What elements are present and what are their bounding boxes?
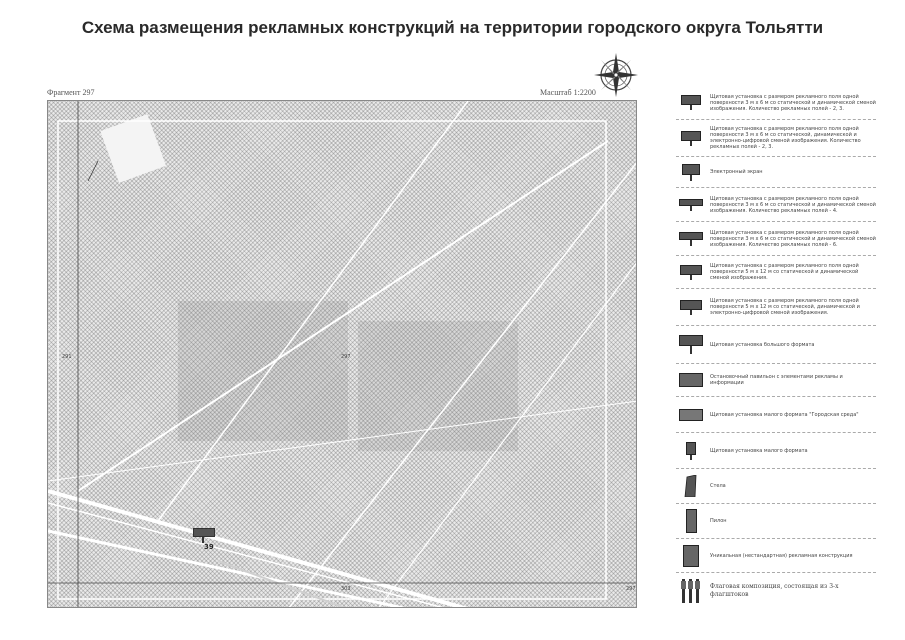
legend-item: Щитовая установка с размером рекламного поля одной поверхности 3 м х 6 м со статической и динамической сменой изображения. Количество рекламных полей - 2, 3. — [676, 86, 876, 120]
legend-item: Щитовая установка с размером рекламного поля одной поверхности 5 м х 12 м со статической и динамической сменой изображения. — [676, 256, 876, 289]
legend-item: Щитовая установка с размером рекламного поля одной поверхности 5 м х 12 м со статической, динамической и электронно-цифровой сменой изображения. — [676, 289, 876, 326]
legend-item: Флаговая композиция, состоящая из 3-х флагштоков — [676, 573, 876, 609]
legend-item: Стела — [676, 469, 876, 504]
neighbor-label-bottom-right: 297 — [626, 586, 636, 592]
billboard-cross-icon — [679, 232, 703, 246]
billboard-double-icon — [679, 199, 703, 211]
billboard-number: 39 — [204, 543, 214, 551]
screen-icon — [682, 164, 700, 181]
legend-item: Щитовая установка с размером рекламного поля одной поверхности 3 м х 6 м со статической, динамической и электронно-цифровой сменой изображения. Количество рекламных полей - 2, 3. — [676, 120, 876, 157]
legend-item: Электронный экран — [676, 157, 876, 188]
compass-rose-icon — [593, 52, 639, 98]
billboard-medium-icon — [680, 265, 702, 280]
legend-item: Пилон — [676, 504, 876, 539]
scale-label: Масштаб 1:2200 — [540, 88, 596, 97]
fragment-number-label: 297 — [341, 354, 351, 360]
neighbor-label-left: 291 — [62, 354, 72, 360]
neighbor-label-bottom: 303 — [341, 586, 351, 592]
stela-icon — [684, 475, 698, 497]
legend-item: Щитовая установка малого формата — [676, 433, 876, 469]
flag-icon — [681, 579, 701, 603]
billboard-small-icon — [681, 131, 701, 146]
pylon-icon — [686, 509, 697, 533]
legend — [676, 86, 876, 609]
billboard-small-icon — [681, 95, 701, 110]
city-format-icon — [679, 409, 703, 421]
pavilion-icon — [679, 373, 703, 387]
unique-icon — [683, 545, 699, 567]
legend-item: Щитовая установка малого формата "Городская среда" — [676, 397, 876, 433]
page-title: Схема размещения рекламных конструкций на территории городского округа Тольятти — [81, 18, 824, 37]
billboard-marker[interactable] — [193, 528, 215, 543]
legend-item: Уникальная (нестандартная) рекламная конструкция — [676, 539, 876, 573]
billboard-medium-icon — [680, 300, 702, 315]
map-fragment[interactable] — [47, 100, 637, 608]
legend-item: Щитовая установка большого формата — [676, 326, 876, 364]
fragment-label: Фрагмент 297 — [47, 88, 95, 97]
billboard-large-icon — [679, 335, 703, 354]
legend-item: Щитовая установка с размером рекламного поля одной поверхности 3 м х 6 м со статической и динамической сменой изображения. Количество рекламных полей - 4. — [676, 188, 876, 222]
small-format-icon — [686, 442, 696, 460]
legend-item: Остановочный павильон с элементами рекламы и информации — [676, 364, 876, 397]
legend-item: Щитовая установка с размером рекламного поля одной поверхности 3 м х 6 м со статической и динамической сменой изображения. Количество рекламных полей - 6. — [676, 222, 876, 256]
